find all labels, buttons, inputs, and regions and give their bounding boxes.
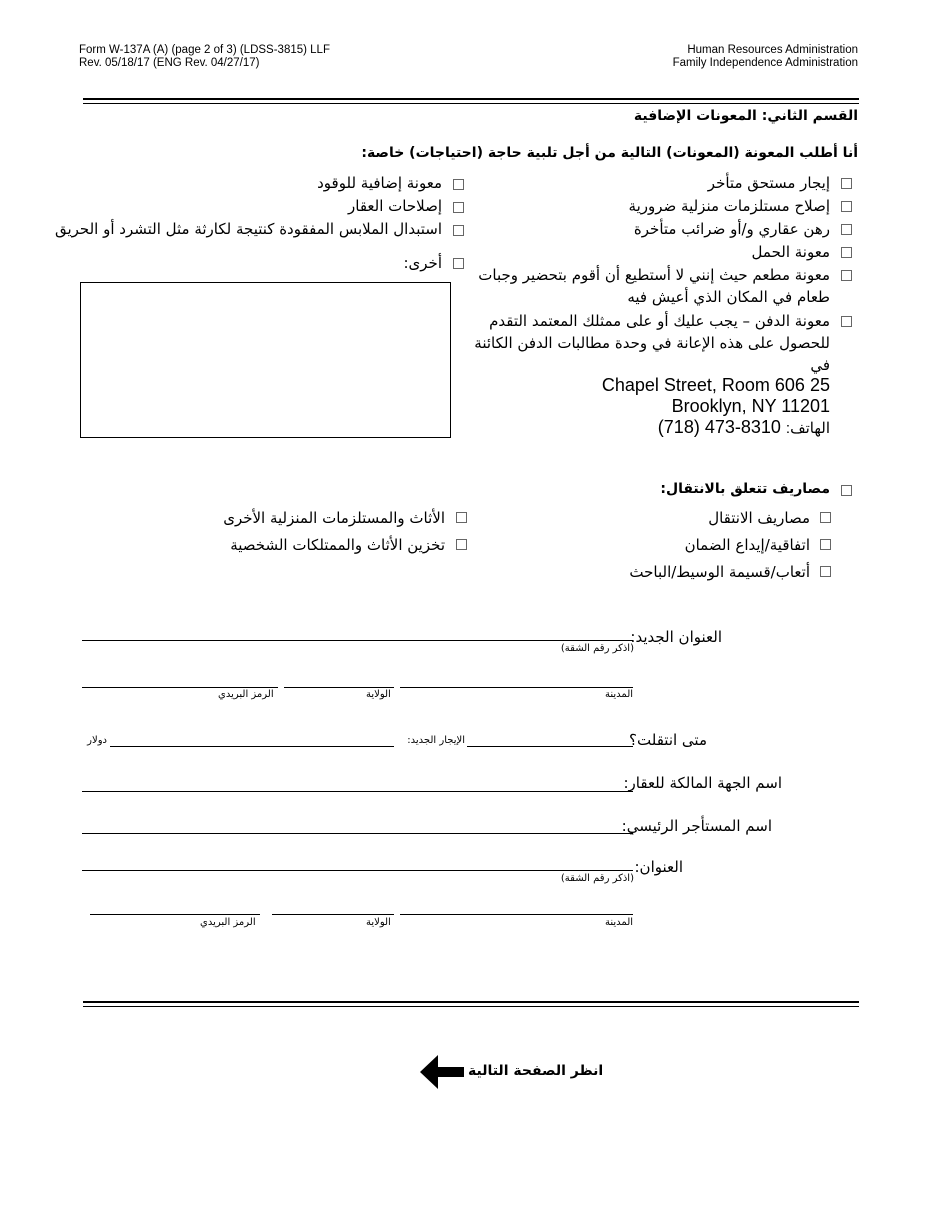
burial-street: 25 Chapel Street, Room 606	[601, 375, 830, 395]
bottom-divider	[83, 1001, 859, 1007]
option-restaurant-line1: معونة مطعم حيث إنني لا أستطيع أن أقوم بتحضير وجبات	[478, 266, 830, 284]
state-label: الولاية	[366, 689, 391, 700]
option-storage: تخزين الأثاث والممتلكات الشخصية	[230, 536, 445, 554]
state-field[interactable]	[284, 687, 394, 688]
checkbox-mortgage-taxes[interactable]	[841, 224, 852, 235]
checkbox-storage[interactable]	[456, 539, 467, 550]
new-rent-field[interactable]	[110, 746, 394, 747]
zip-field[interactable]	[82, 687, 278, 688]
option-fuel: معونة إضافية للوقود	[317, 174, 442, 192]
burial-address	[602, 375, 830, 439]
new-rent-label: الإيجار الجديد:	[407, 735, 465, 746]
primary-tenant-field[interactable]	[82, 833, 633, 834]
checkbox-furniture[interactable]	[456, 512, 467, 523]
apt-note: (اذكر رقم الشقة)	[560, 643, 634, 654]
checkbox-clothing[interactable]	[453, 225, 464, 236]
when-moved-label: متى انتقلت؟	[629, 731, 707, 749]
city-label-2: المدينة	[605, 917, 634, 928]
new-address-field[interactable]	[82, 640, 633, 641]
section-title: القسم الثاني: المعونات الإضافية	[633, 108, 858, 124]
checkbox-broker-fee[interactable]	[820, 566, 831, 577]
agency-division: Family Independence Administration	[672, 57, 858, 69]
address-field[interactable]	[82, 870, 633, 871]
request-heading: أنا أطلب المعونة (المعونات) التالية من أجل تلبية حاجة (احتياجات) خاصة:	[361, 145, 858, 161]
arrow-left-icon	[420, 1055, 464, 1089]
option-burial-line3: في	[810, 356, 830, 374]
burial-phone: (718) 473-8310	[657, 417, 781, 437]
option-property-repairs: إصلاحات العقار	[348, 197, 442, 215]
option-mortgage-taxes: رهن عقاري و/أو ضرائب متأخرة	[633, 220, 830, 238]
option-burial-line1: معونة الدفن – يجب عليك أو على ممثلك المعتمد التقدم	[489, 312, 830, 330]
option-pregnancy: معونة الحمل	[751, 243, 830, 261]
checkbox-late-rent[interactable]	[841, 178, 852, 189]
state-field-2[interactable]	[272, 914, 394, 915]
option-furniture: الأثاث والمستلزمات المنزلية الأخرى	[223, 509, 445, 527]
checkbox-moving-costs[interactable]	[820, 512, 831, 523]
form-number: Form W-137A (A) (page 2 of 3) (LDSS-3815) LLF	[79, 44, 330, 56]
primary-tenant-label: اسم المستأجر الرئيسي:	[621, 817, 772, 835]
form-revision: Rev. 05/18/17 (ENG Rev. 04/27/17)	[79, 57, 260, 69]
option-other: أخرى:	[403, 254, 442, 272]
checkbox-security-deposit[interactable]	[820, 539, 831, 550]
zip-field-2[interactable]	[90, 914, 260, 915]
option-security-deposit: اتفاقية/إيداع الضمان	[684, 536, 810, 554]
moving-title: مصاريف تتعلق بالانتقال:	[660, 481, 830, 497]
landlord-field[interactable]	[82, 791, 633, 792]
state-label-2: الولاية	[366, 917, 391, 928]
checkbox-fuel[interactable]	[453, 179, 464, 190]
city-field[interactable]	[400, 687, 633, 688]
landlord-label: اسم الجهة المالكة للعقار:	[623, 774, 782, 792]
next-page-text: انظر الصفحة التالية	[468, 1063, 604, 1079]
other-text-box[interactable]	[80, 282, 451, 438]
option-broker-fee: أتعاب/قسيمة الوسيط/الباحث	[629, 563, 810, 581]
city-field-2[interactable]	[400, 914, 633, 915]
option-late-rent: إيجار مستحق متأخر	[707, 174, 830, 192]
checkbox-other[interactable]	[453, 258, 464, 269]
zip-label: الرمز البريدي	[218, 689, 274, 700]
checkbox-repair-essentials[interactable]	[841, 201, 852, 212]
checkbox-restaurant[interactable]	[841, 270, 852, 281]
checkbox-pregnancy[interactable]	[841, 247, 852, 258]
option-moving-costs: مصاريف الانتقال	[708, 509, 810, 527]
option-burial-line2: للحصول على هذه الإعانة في وحدة مطالبات الدفن الكائنة	[474, 334, 830, 352]
city-label: المدينة	[605, 689, 634, 700]
when-moved-field[interactable]	[467, 746, 633, 747]
agency-header	[673, 44, 858, 70]
checkbox-moving-expenses[interactable]	[841, 485, 852, 496]
burial-phone-row	[602, 417, 830, 439]
new-address-label: العنوان الجديد:	[630, 628, 722, 646]
apt-note-2: (اذكر رقم الشقة)	[560, 873, 634, 884]
option-restaurant-line2: طعام في المكان الذي أعيش فيه	[627, 288, 830, 306]
burial-city: Brooklyn, NY 11201	[671, 396, 830, 416]
address-label: العنوان:	[634, 858, 683, 876]
agency-name: Human Resources Administration	[687, 44, 858, 56]
option-repair-essentials: إصلاح مستلزمات منزلية ضرورية	[628, 197, 830, 215]
top-divider	[83, 98, 859, 104]
checkbox-burial[interactable]	[841, 316, 852, 327]
option-clothing: استبدال الملابس المفقودة كنتيجة لكارثة مثل التشرد أو الحريق	[54, 220, 442, 238]
checkbox-property-repairs[interactable]	[453, 202, 464, 213]
burial-phone-label: الهاتف:	[785, 420, 830, 437]
dollars-label: دولار	[87, 735, 107, 746]
zip-label-2: الرمز البريدي	[200, 917, 256, 928]
form-id-header	[79, 44, 330, 70]
